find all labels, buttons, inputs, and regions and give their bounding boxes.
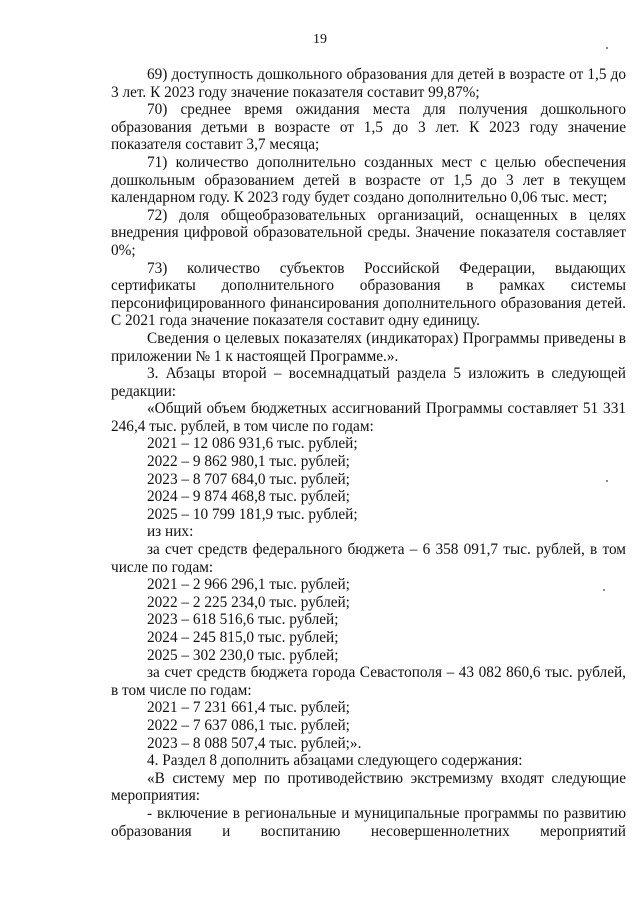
totals-year-2024: 2024 – 9 874 468,8 тыс. рублей; bbox=[147, 488, 350, 506]
paragraph-item-73: 73) количество субъектов Российской Федерации, выдающих сертификаты дополнительного образования в рамках системы персонифицированного финансирования дополнительного образования детей. С 2021 года значение показателя составит одну единицу. bbox=[111, 259, 626, 330]
federal-by-year-list bbox=[111, 576, 626, 664]
totals-year-2025: 2025 – 10 799 181,9 тыс. рублей; bbox=[147, 505, 358, 523]
totals-year-2021: 2021 – 12 086 931,6 тыс. рублей; bbox=[147, 435, 358, 453]
city-by-year-list bbox=[111, 699, 626, 752]
city-year-2022: 2022 – 7 637 086,1 тыс. рублей; bbox=[147, 716, 350, 734]
city-year-2021: 2021 – 7 231 661,4 тыс. рублей; bbox=[147, 699, 350, 717]
of-them-label: из них: bbox=[147, 523, 194, 541]
federal-year-2021: 2021 – 2 966 296,1 тыс. рублей; bbox=[147, 576, 350, 594]
federal-year-2024: 2024 – 245 815,0 тыс. рублей; bbox=[147, 629, 339, 646]
federal-year-2023: 2023 – 618 516,6 тыс. рублей; bbox=[147, 611, 339, 629]
paragraph-item-72: 72) доля общеобразовательных организаций, оснащенных в целях внедрения цифровой образовательной среды. Значение показателя составляет 0%; bbox=[111, 206, 626, 259]
paragraph-appendix-reference: Сведения о целевых показателях (индикаторах) Программы приведены в приложении № 1 к настоящей Программе.». bbox=[111, 329, 626, 365]
document-body bbox=[111, 66, 626, 840]
paragraph-item-70: 70) среднее время ожидания места для получения дошкольного образования детьми в возрасте от 1,5 до 3 лет. К 2023 году значение показателя составит 3,7 месяца; bbox=[111, 101, 626, 154]
page-number: 19 bbox=[313, 32, 327, 47]
paragraph-item-71: 71) количество дополнительно созданных мест с целью обеспечения дошкольным образованием детей в возрасте от 1,5 до 3 лет в текущем календарном году. К 2023 году будет создано дополнительно 0,06 тыс. мест; bbox=[111, 153, 626, 207]
totals-by-year-list bbox=[111, 435, 626, 523]
paragraph-item-69: 69) доступность дошкольного образования для детей в возрасте от 1,5 до 3 лет. К 2023 году значение показателя составит 99,87%; bbox=[111, 66, 626, 101]
totals-year-2023: 2023 – 8 707 684,0 тыс. рублей; bbox=[147, 470, 350, 488]
federal-year-2022: 2022 – 2 225 234,0 тыс. рублей; bbox=[147, 593, 350, 611]
federal-budget-paragraph: за счет средств федерального бюджета – 6 358 091,7 тыс. рублей, в том числе по годам: bbox=[111, 541, 626, 576]
federal-year-2025: 2025 – 302 230,0 тыс. рублей; bbox=[147, 646, 339, 664]
paragraph-total-funding: «Общий объем бюджетных ассигнований Программы составляет 51 331 246,4 тыс. рублей, в том числе по годам: bbox=[111, 400, 626, 435]
extremism-measures-paragraph: «В систему мер по противодействию экстремизму входят следующие мероприятия: bbox=[111, 769, 626, 805]
city-year-2023: 2023 – 8 088 507,4 тыс. рублей;». bbox=[147, 734, 362, 752]
totals-year-2022: 2022 – 9 862 980,1 тыс. рублей; bbox=[147, 453, 350, 471]
measures-list-item: - включение в региональные и муниципальные программы по развитию образования и воспитанию несовершеннолетних мероприятий bbox=[111, 804, 626, 840]
section-8-amendment: 4. Раздел 8 дополнить абзацами следующего содержания: bbox=[147, 752, 523, 770]
paragraph-section-5-amendment: 3. Абзацы второй – восемнадцатый раздела 5 изложить в следующей редакции: bbox=[111, 365, 626, 400]
city-budget-paragraph: за счет средств бюджета города Севастополя – 43 082 860,6 тыс. рублей, в том числе по годам: bbox=[111, 664, 626, 699]
